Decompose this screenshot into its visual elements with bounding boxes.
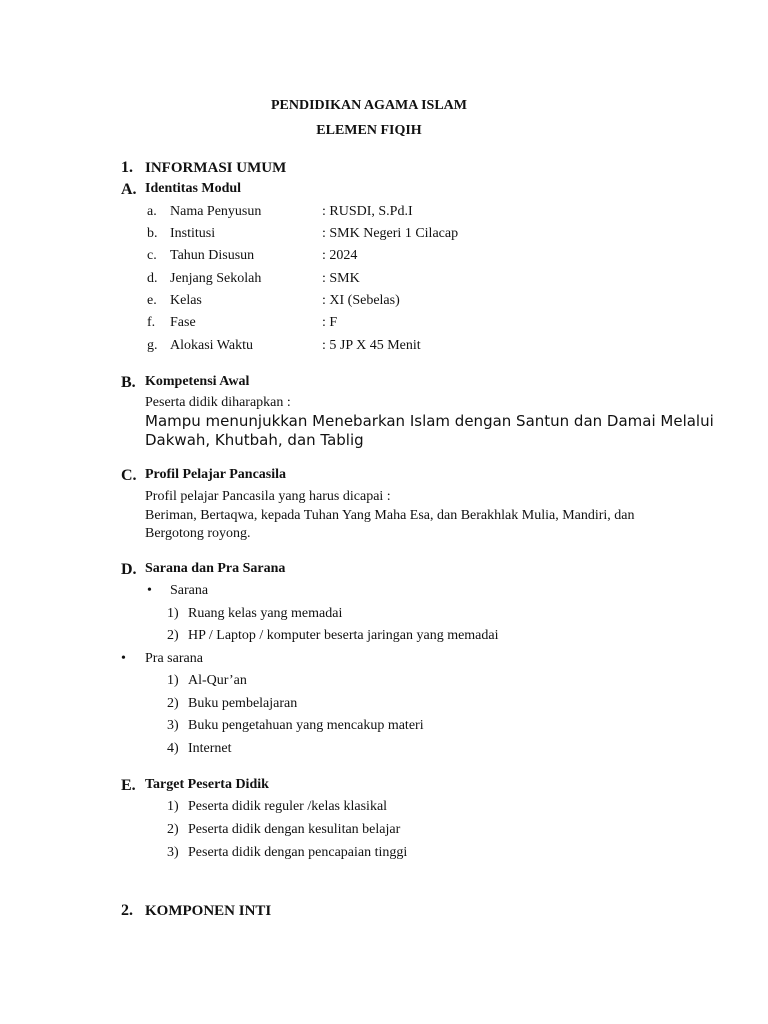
row-label: Tahun Disusun	[170, 248, 255, 263]
section-e-letter: E.	[121, 777, 136, 794]
section-c-letter: C.	[121, 467, 137, 484]
document-title: PENDIDIKAN AGAMA ISLAM	[270, 98, 467, 113]
section-1-title: INFORMASI UMUM	[145, 160, 287, 176]
row-value: : XI (Sebelas)	[322, 293, 400, 308]
row-label: Jenjang Sekolah	[170, 271, 262, 286]
list-item: Ruang kelas yang memadai	[188, 606, 343, 621]
row-label: Fase	[170, 315, 196, 330]
list-item: Peserta didik dengan kesulitan belajar	[188, 822, 401, 837]
list-number: 1)	[167, 606, 179, 621]
list-number: 4)	[167, 741, 179, 756]
row-value: : SMK	[322, 271, 360, 286]
list-number: 3)	[167, 845, 179, 860]
row-letter: f.	[147, 315, 156, 330]
sarana-label: Sarana	[170, 583, 209, 598]
list-item: Peserta didik reguler /kelas klasikal	[188, 799, 388, 814]
profil-text-line2: Bergotong royong.	[145, 526, 251, 541]
section-2-title: KOMPONEN INTI	[145, 903, 272, 919]
list-number: 2)	[167, 696, 179, 711]
list-item: Al-Qur’an	[188, 673, 247, 688]
row-value: : SMK Negeri 1 Cilacap	[322, 226, 459, 241]
list-item: Buku pengetahuan yang mencakup materi	[188, 718, 424, 733]
row-letter: b.	[147, 226, 158, 241]
row-value: : F	[322, 315, 338, 330]
row-value: : 5 JP X 45 Menit	[322, 338, 421, 353]
list-item: Buku pembelajaran	[188, 696, 298, 711]
section-d-letter: D.	[121, 561, 137, 578]
section-e-title: Target Peserta Didik	[145, 777, 269, 792]
section-c-title: Profil Pelajar Pancasila	[145, 467, 287, 482]
row-letter: a.	[147, 204, 157, 219]
list-number: 2)	[167, 822, 179, 837]
row-letter: e.	[147, 293, 157, 308]
section-b-title: Kompetensi Awal	[145, 374, 250, 389]
row-label: Nama Penyusun	[170, 204, 262, 219]
list-number: 3)	[167, 718, 179, 733]
list-item: Internet	[188, 741, 232, 756]
section-2-number: 2.	[121, 902, 133, 919]
list-number: 1)	[167, 799, 179, 814]
row-letter: d.	[147, 271, 158, 286]
row-label: Kelas	[170, 293, 202, 308]
row-label: Institusi	[170, 226, 216, 241]
section-b-letter: B.	[121, 374, 136, 391]
row-value: : RUSDI, S.Pd.I	[322, 204, 413, 219]
list-item: Peserta didik dengan pencapaian tinggi	[188, 845, 408, 860]
list-number: 2)	[167, 628, 179, 643]
profil-intro: Profil pelajar Pancasila yang harus dicapai :	[145, 489, 391, 504]
row-letter: c.	[147, 248, 157, 263]
row-letter: g.	[147, 338, 158, 353]
section-1-number: 1.	[121, 159, 133, 176]
prasarana-label: Pra sarana	[145, 651, 203, 666]
section-a-letter: A.	[121, 181, 137, 198]
row-value: : 2024	[322, 248, 358, 263]
profil-text-line1: Beriman, Bertaqwa, kepada Tuhan Yang Maha Esa, dan Berakhlak Mulia, Mandiri, dan	[145, 508, 635, 523]
list-number: 1)	[167, 673, 179, 688]
kompetensi-intro: Peserta didik diharapkan :	[145, 395, 291, 410]
document-subtitle: ELEMEN FIQIH	[316, 123, 422, 138]
list-item: HP / Laptop / komputer beserta jaringan yang memadai	[188, 628, 499, 643]
section-a-title: Identitas Modul	[145, 181, 242, 196]
kompetensi-text-line2: Dakwah, Khutbah, dan Tablig	[145, 431, 364, 449]
bullet: •	[147, 583, 152, 598]
row-label: Alokasi Waktu	[170, 338, 253, 353]
kompetensi-text-line1: Mampu menunjukkan Menebarkan Islam dengan Santun dan Damai Melalui	[145, 412, 714, 430]
bullet: •	[121, 651, 126, 666]
section-d-title: Sarana dan Pra Sarana	[145, 561, 286, 576]
